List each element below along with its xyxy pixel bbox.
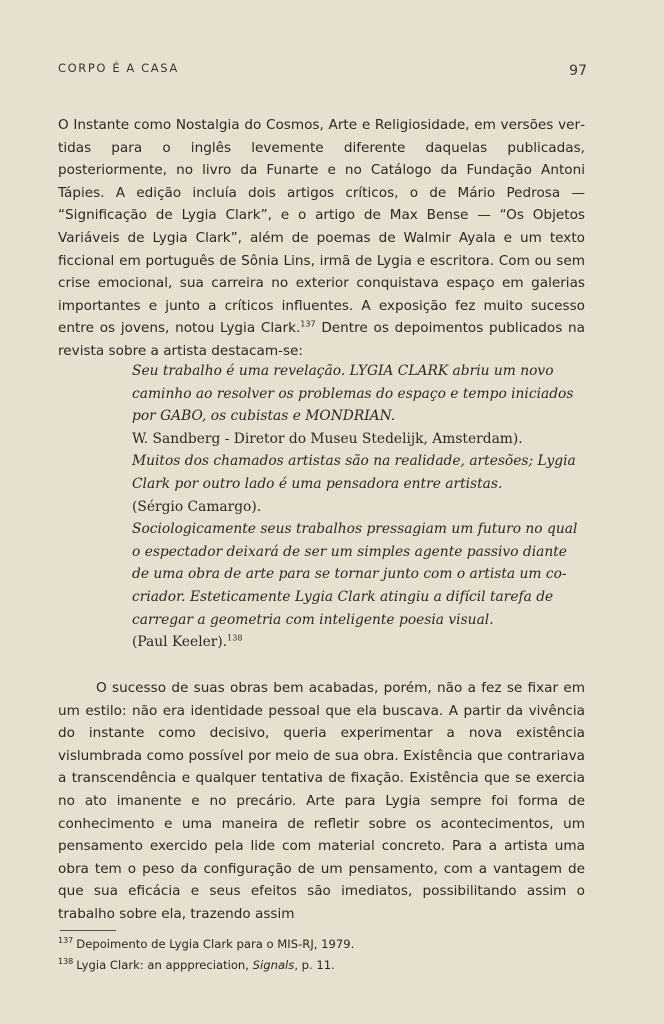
footnote-text-after: , p. 11. — [294, 958, 335, 972]
quote-camargo: Muitos dos chamados artistas são na realidade, artesões; Lygia Clark por outro lado é uma pensadora entre artistas. — [132, 453, 576, 492]
attribution-sandberg: W. Sandberg - Diretor do Museu Stedelijk, Amsterdam). — [132, 430, 523, 447]
footnote-number: 137 — [58, 936, 74, 946]
attribution-camargo: (Sérgio Camargo). — [132, 498, 262, 515]
footnote-divider — [60, 930, 116, 931]
footnote-number: 138 — [58, 957, 74, 967]
attribution-keeler — [132, 631, 585, 654]
footnote-ref-137[interactable]: 137 — [300, 319, 316, 329]
paragraph-1-text: O Instante como Nostalgia do Cosmos, Arte e Religiosidade, em versões vertidas para o inglês levemente diferente daquelas publicadas, posteriormente, no livro da Funarte e no Catálogo da Fundação Antoni Tápies. A edição incluía dois artigos críticos, o de Mário Pedrosa — “Significação de Lygia Clark”, e o artigo de Max Bense — “Os Objetos Variáveis de Lygia Clark”, além de poemas de Walmir Ayala e um texto ficcional em português de Sônia Lins, irmã de Lygia e escritora. Com ou sem crise emocional, sua carreira no exterior conquistava espaço em galerias importantes e junto a críticos influentes. A exposição fez muito sucesso entre os jovens, notou Lygia Clark. — [58, 117, 585, 337]
footnote-journal-title: Signals — [252, 958, 295, 972]
footnote-text: Lygia Clark: an apppreciation, — [76, 958, 253, 972]
paragraph-1-text-after: Dentre os depoimentos publicados na revista sobre a artista destacam-se: — [58, 320, 585, 359]
footnote-137 — [58, 934, 585, 955]
page-number: 97 — [569, 63, 587, 79]
block-quote — [132, 360, 585, 654]
footnotes — [58, 934, 585, 976]
paragraph-1 — [58, 114, 585, 363]
footnote-138 — [58, 955, 585, 976]
attribution-keeler-text: (Paul Keeler). — [132, 634, 228, 651]
running-head: CORPO É A CASA — [58, 61, 179, 75]
footnote-text: Depoimento de Lygia Clark para o MIS-RJ, 1979. — [76, 937, 355, 951]
footnote-ref-138[interactable]: 138 — [227, 633, 243, 643]
quote-keeler: Sociologicamente seus trabalhos pressagiam um futuro no qual o espectador deixará de ser um simples agente passivo diante de uma obra de arte para se tornar junto com o artista um co-criador. Esteticamente Lygia Clark atingiu a difícil tarefa de carregar a geometria com inteligente poesia visual. — [132, 521, 578, 628]
paragraph-2: O sucesso de suas obras bem acabadas, porém, não a fez se fixar em um estilo: não era identidade pessoal que ela buscava. A partir da vivência do instante como decisivo, queria experimentar a nova existência vislumbrada como possível por meio de sua obra. Existência que contrariava a transcendência e qualquer tentativa de fixação. Existência que se exercia no ato imanente e no precário. Arte para Lygia sempre foi forma de conhecimento e uma maneira de refletir sobre os acontecimentos, um pensamento exercido pela lide com material concreto. Para a artista uma obra tem o peso da configuração de um pensamento, com a vantagem de que sua eficácia e seus efeitos são imediatos, possibilitando assim o trabalho sobre ela, trazendo assim — [58, 680, 585, 922]
quote-sandberg: Seu trabalho é uma revelação. LYGIA CLARK abriu um novo caminho ao resolver os problemas do espaço e tempo iniciados por GABO, os cubistas e MONDRIAN. — [132, 363, 574, 425]
